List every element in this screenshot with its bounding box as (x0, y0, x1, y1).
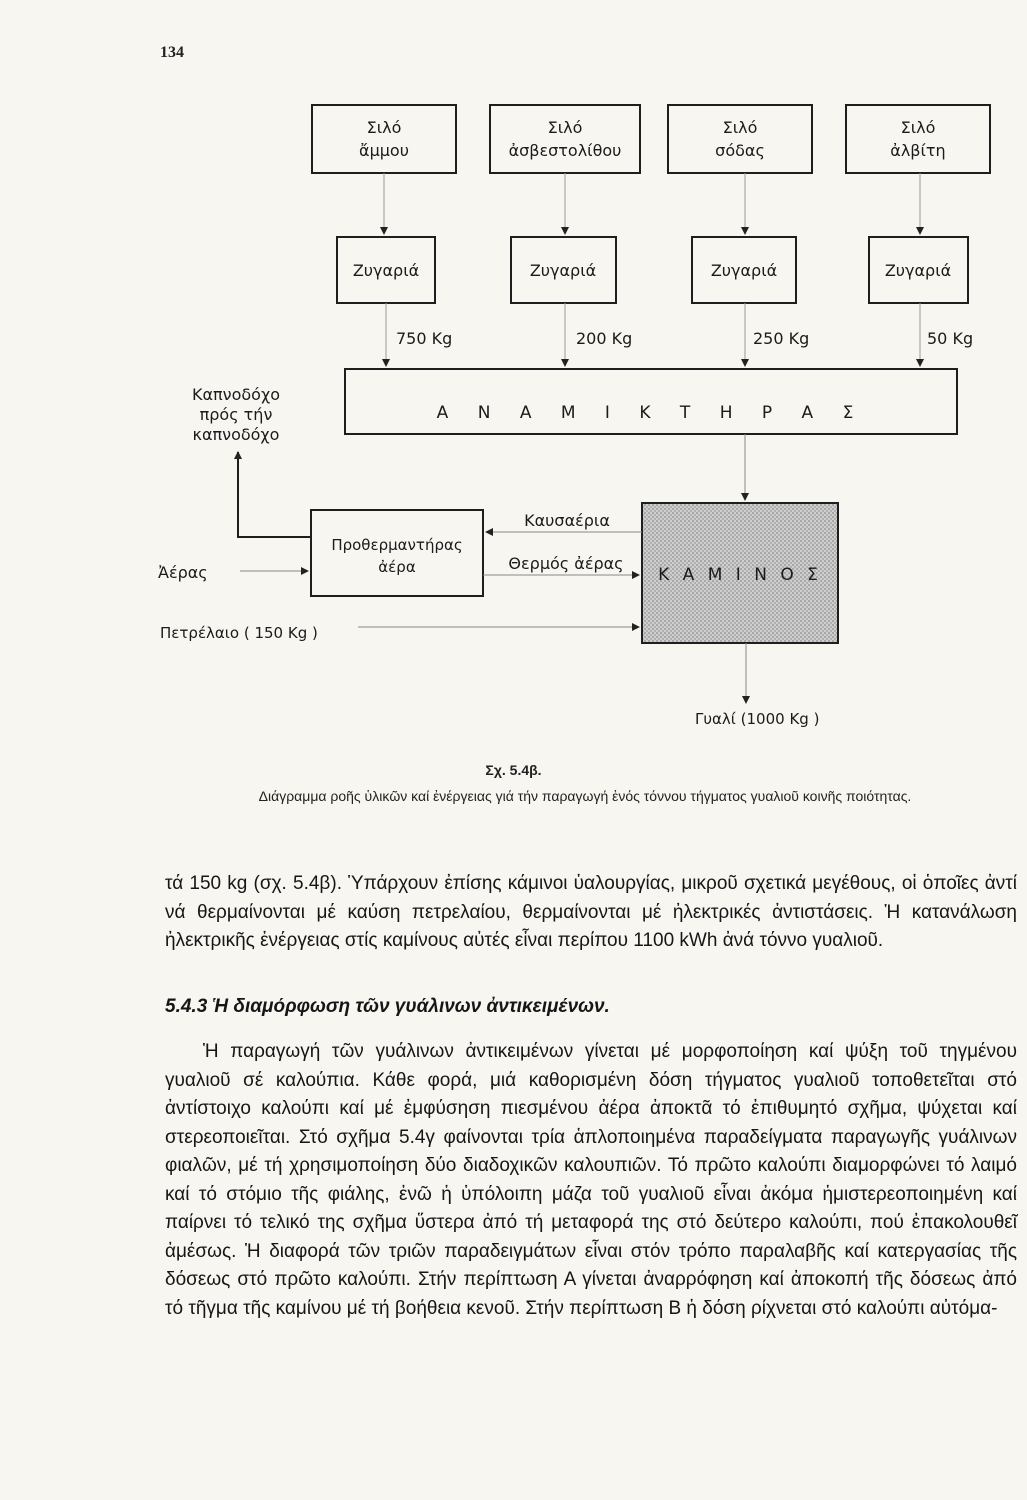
hot-air-label: Θερμός ἀέρας (508, 554, 624, 573)
scale-label-2: Ζυγαριά (529, 261, 597, 280)
scale-label-4: Ζυγαριά (884, 261, 952, 280)
silo-label-soda-1: Σιλό (722, 118, 758, 137)
paragraph-1: τά 150 kg (σχ. 5.4β). Ὑπάρχουν ἐπίσης κάμινοι ὑαλουργίας, μικροῦ σχετικά μεγέθους, οἱ ὁποῖες ἀντί νά θερμαίνονται μέ καύση πετρελαίου, θερμαίνονται μέ ἠλεκτρικές ἀντιστάσεις. Ἡ κατανάλωση ἠλεκτρικῆς ἐνέργειας στίς καμίνους αὐτές εἶναι περίπου 1100 kWh ἀνά τόννο γυαλιοῦ. (165, 873, 1017, 951)
preheater-label-1: Προθερμαντήρας (331, 536, 463, 554)
flow-diagram (0, 0, 1027, 740)
flue-gases-label: Καυσαέρια (524, 511, 610, 530)
chimney-label-2: πρός τήν (199, 405, 273, 424)
section-heading: 5.4.3 Ἡ διαμόρφωση τῶν γυάλινων ἀντικειμένων. (165, 996, 610, 1017)
output-label: Γυαλί (1000 Kg ) (695, 710, 820, 728)
silo-box-albite (846, 105, 990, 173)
preheater-label-2: ἀέρα (378, 558, 416, 576)
paragraph-2: Ἡ παραγωγή τῶν γυάλινων ἀντικειμένων γίνεται μέ μορφοποίηση καί ψύξη τοῦ τηγμένου γυαλιοῦ σέ καλούπια. Κάθε φορά, μιά καθορισμένη δόση τήγματος γυαλιοῦ τοποθετεῖται στό ἀντίστοιχο καλούπι καί μέ ἐμφύσηση πιεσμένου ἀέρα ἀποκτᾶ τό ἐπιθυμητό σχῆμα, ψύχεται καί στερεοποιεῖται. Στό σχῆμα 5.4γ φαίνονται τρία ἁπλοποιημένα παραδείγματα παραγωγῆς γυάλινων φιαλῶν, μέ τή χρησιμοποίηση δύο διαδοχικῶν καλουπιῶν. Τό πρῶτο καλούπι διαμορφώνει τό λαιμό καί τό στόμιο τῆς φιάλης, ἐνῶ ἡ ὑπόλοιπη μάζα τοῦ γυαλιοῦ εἶναι ἀκόμα ἡμιστερεοποιημένη καί παίρνει τό τελικό της σχῆμα ὕστερα ἀπό τή μεταφορά της στό δεύτερο καλούπι, πού ἐπακολουθεῖ ἀμέσως. Ἡ διαφορά τῶν τριῶν παραδειγμάτων εἶναι στόν τρόπο παραλαβῆς καί κατεργασίας τῆς δόσεως στό πρῶτο καλούπι. Στήν περίπτωση Α γίνεται ἀναρρόφηση καί ἀποκοπή τῆς δόσεως ἀπό τό τῆγμα τῆς καμίνου μέ τή βοήθεια κενοῦ. Στήν περίπτωση Β ἡ δόση ρίχνεται στό καλούπι αὐτόμα- (165, 1041, 1017, 1319)
chimney-label-1: Καπνοδόχο (191, 385, 281, 404)
mixer-label: Α Ν Α Μ Ι Κ Τ Η Ρ Α Σ (436, 403, 866, 423)
silo-label-albite-1: Σιλό (900, 118, 936, 137)
silo-box-soda (668, 105, 812, 173)
fuel-label: Πετρέλαιο ( 150 Kg ) (160, 624, 318, 642)
scale-label-1: Ζυγαριά (352, 261, 420, 280)
air-label: Ἀέρας (158, 563, 208, 582)
silo-label-soda-2: σόδας (715, 141, 765, 160)
silo-label-sand-2: ἄμμου (359, 141, 409, 160)
silo-box-limestone (490, 105, 640, 173)
silo-box-sand (312, 105, 456, 173)
figure-number: Σχ. 5.4β. (485, 762, 542, 778)
silo-label-limestone-2: ἀσβεστολίθου (508, 141, 622, 160)
silo-label-limestone-1: Σιλό (547, 118, 583, 137)
page-number: 134 (160, 44, 184, 61)
weight-sand: 750 Kg (396, 329, 453, 348)
figure-caption: Διάγραμμα ροῆς ὑλικῶν καί ἐνέργειας γιά τήν παραγωγή ἑνός τόννου τήγματος γυαλιοῦ κοινῆς ποιότητας. (258, 788, 912, 804)
mixer-box (345, 369, 957, 434)
silo-label-albite-2: ἀλβίτη (890, 141, 946, 160)
furnace-label: Κ Α Μ Ι Ν Ο Σ (658, 565, 822, 585)
silo-label-sand-1: Σιλό (366, 118, 402, 137)
weight-soda: 250 Kg (753, 329, 810, 348)
weight-albite: 50 Kg (927, 329, 974, 348)
scale-label-3: Ζυγαριά (710, 261, 778, 280)
chimney-label-3: καπνοδόχο (192, 425, 280, 444)
weight-limestone: 200 Kg (576, 329, 633, 348)
